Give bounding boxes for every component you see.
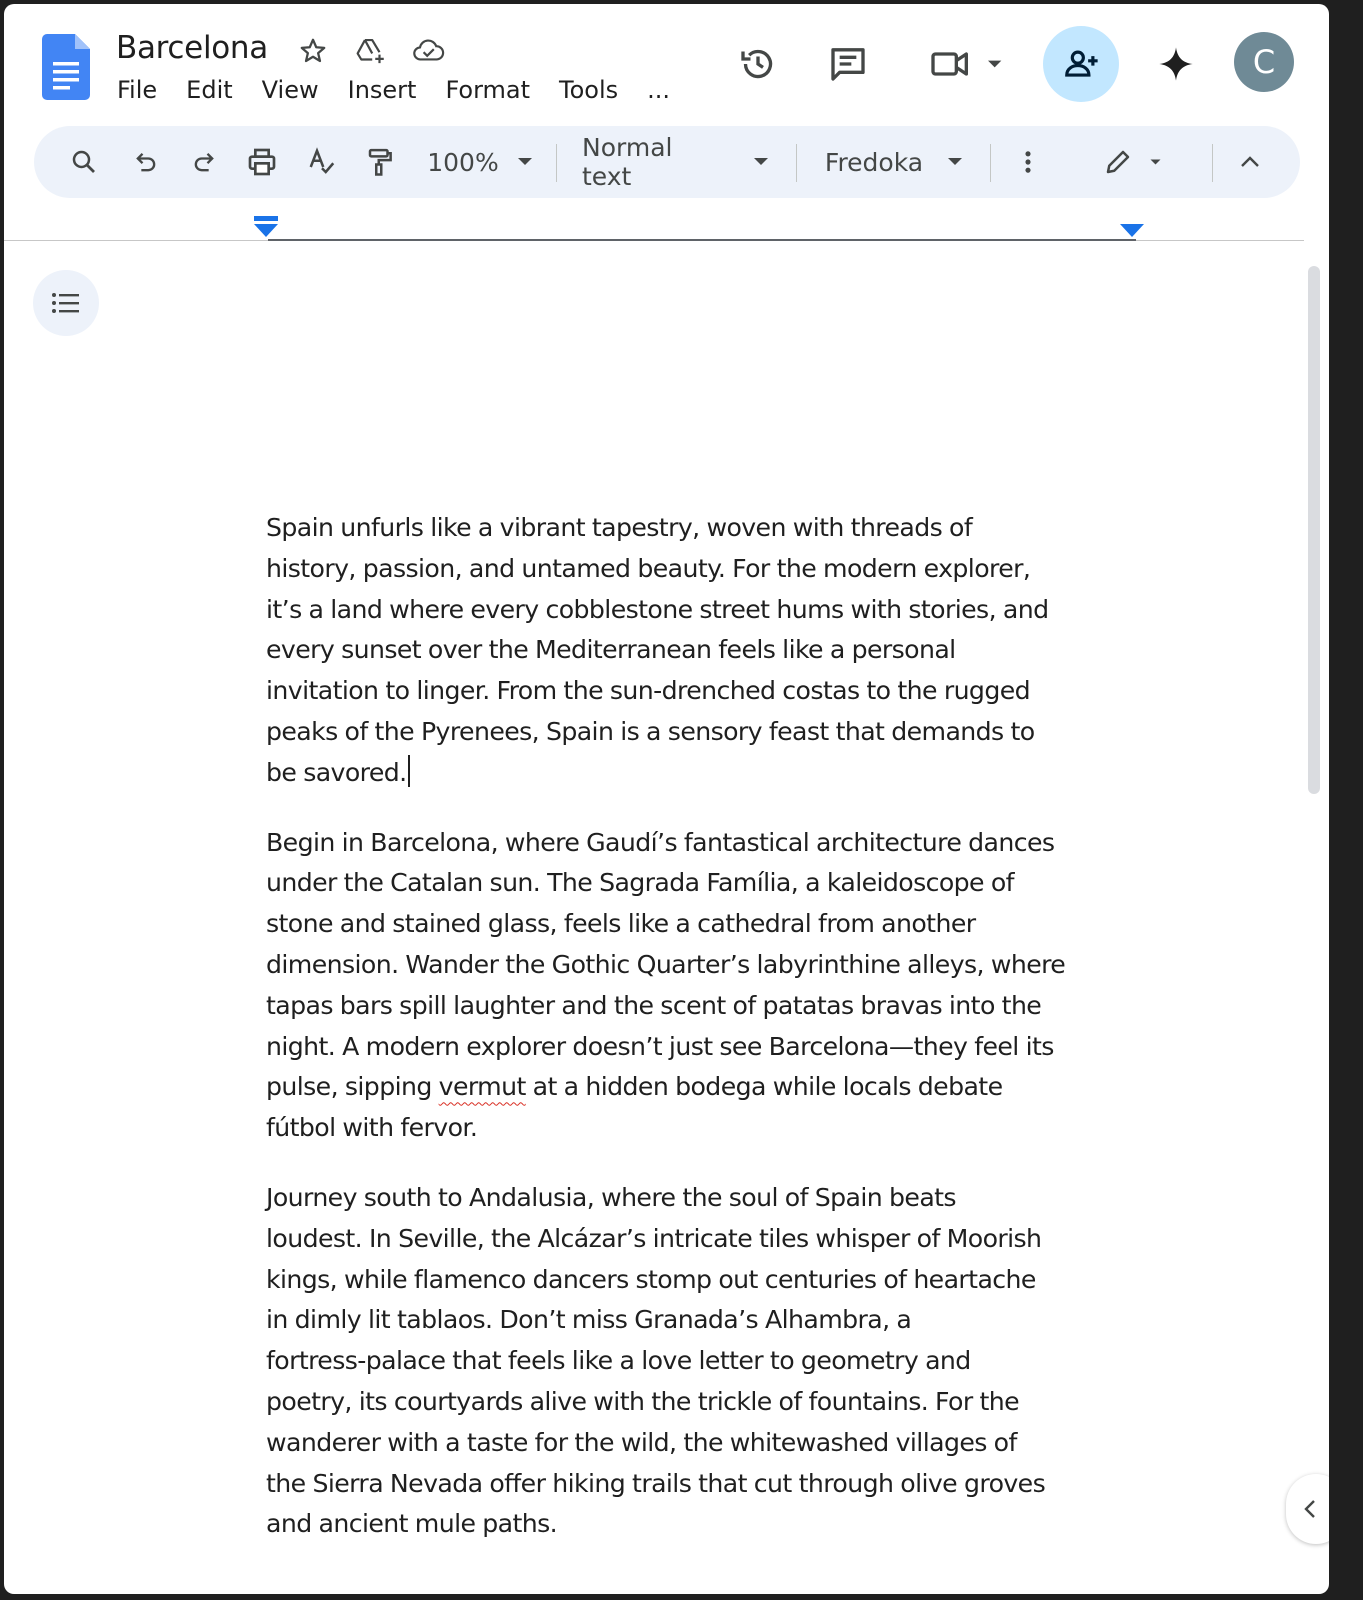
text-line: night. A modern explorer doesn’t just see Barcelona—they feel its xyxy=(266,1031,1054,1061)
text-line-with-spelling-error xyxy=(266,1067,1146,1108)
search-menus-icon[interactable] xyxy=(62,126,106,198)
menu-view[interactable]: View xyxy=(261,76,319,104)
text-line: it’s a land where every cobblestone street hums with stories, and xyxy=(266,594,1049,624)
menu-tools[interactable]: Tools xyxy=(559,76,619,104)
paint-format-icon[interactable] xyxy=(358,126,402,198)
toolbar-divider xyxy=(990,144,991,182)
text-line: Begin in Barcelona, where Gaudí’s fantastical architecture dances xyxy=(266,827,1055,857)
docs-window xyxy=(4,4,1329,1594)
menu-insert[interactable]: Insert xyxy=(347,76,417,104)
side-panel-toggle[interactable] xyxy=(1286,1474,1329,1544)
version-history-icon[interactable] xyxy=(736,42,780,86)
text-line: dimension. Wander the Gothic Quarter’s labyrinthine alleys, where xyxy=(266,949,1066,979)
document-body[interactable] xyxy=(266,508,1146,1574)
paragraph-1 xyxy=(266,508,1146,794)
undo-icon[interactable] xyxy=(124,126,168,198)
text-line: Journey south to Andalusia, where the soul of Spain beats xyxy=(266,1182,956,1212)
text-line: invitation to linger. From the sun-drenched costas to the rugged xyxy=(266,676,1030,706)
formatting-toolbar xyxy=(34,126,1300,198)
font-family-select[interactable]: Fredoka xyxy=(824,147,924,177)
document-title[interactable]: Barcelona xyxy=(116,30,268,66)
text-line: kings, while flamenco dancers stomp out centuries of heartache xyxy=(266,1264,1036,1294)
font-dropdown-chevron-icon[interactable] xyxy=(940,126,970,198)
text-cursor xyxy=(408,755,410,787)
right-indent-marker-icon[interactable] xyxy=(1120,224,1144,243)
more-options-icon[interactable] xyxy=(1006,126,1050,198)
paragraph-3 xyxy=(266,1178,1146,1545)
document-outline-button[interactable] xyxy=(33,270,99,336)
ruler-text-area xyxy=(268,239,1136,241)
text-line: and ancient mule paths. xyxy=(266,1509,558,1539)
vertical-scrollbar[interactable] xyxy=(1308,266,1320,794)
text-line: tapas bars spill laughter and the scent of patatas bravas into the xyxy=(266,990,1042,1020)
text-line: the Sierra Nevada offer hiking trails that cut through olive groves xyxy=(266,1468,1046,1498)
zoom-value[interactable]: 100% xyxy=(427,147,499,177)
header-actions xyxy=(4,22,1329,102)
menu-edit[interactable]: Edit xyxy=(186,76,233,104)
text-line: be savored. xyxy=(266,757,407,787)
text-line: in dimly lit tablaos. Don’t miss Granada’s Alhambra, a xyxy=(266,1305,912,1335)
gemini-sparkle-icon[interactable] xyxy=(1154,42,1198,86)
text-line: peaks of the Pyrenees, Spain is a sensory feast that demands to xyxy=(266,716,1035,746)
text-fragment: pulse, sipping xyxy=(266,1072,439,1102)
paragraph-2 xyxy=(266,823,1146,1149)
text-line-with-cursor xyxy=(266,753,1146,794)
style-dropdown-chevron-icon[interactable] xyxy=(746,126,776,198)
text-line: history, passion, and untamed beauty. For the modern explorer, xyxy=(266,553,1031,583)
chevron-left-icon xyxy=(1302,1498,1318,1520)
editing-mode-dropdown[interactable] xyxy=(1098,126,1178,198)
misspelled-word[interactable]: vermut xyxy=(438,1072,526,1102)
toolbar-divider xyxy=(796,144,797,182)
text-line: poetry, its courtyards alive with the trickle of fountains. For the xyxy=(266,1386,1020,1416)
text-line: loudest. In Seville, the Alcázar’s intricate tiles whisper of Moorish xyxy=(266,1223,1042,1253)
toolbar-divider xyxy=(1212,144,1213,182)
left-indent-marker-icon[interactable] xyxy=(254,216,278,243)
text-line: Spain unfurls like a vibrant tapestry, woven with threads of xyxy=(266,513,973,542)
menu-more[interactable]: ... xyxy=(647,76,671,104)
share-button[interactable] xyxy=(1043,26,1119,102)
paragraph-style-select[interactable]: Normal text xyxy=(582,133,673,191)
meet-call-dropdown[interactable] xyxy=(926,42,1010,86)
text-line: fortress-palace that feels like a love letter to geometry and xyxy=(266,1346,971,1376)
hide-menus-chevron-up-icon[interactable] xyxy=(1228,126,1272,198)
list-icon xyxy=(51,292,81,314)
print-icon[interactable] xyxy=(240,126,284,198)
menu-format[interactable]: Format xyxy=(445,76,531,104)
zoom-dropdown-chevron-icon[interactable] xyxy=(510,126,540,198)
text-line: stone and stained glass, feels like a cathedral from another xyxy=(266,909,976,939)
spelling-grammar-icon[interactable] xyxy=(300,126,344,198)
comments-icon[interactable] xyxy=(826,42,870,86)
text-line: wanderer with a taste for the wild, the whitewashed villages of xyxy=(266,1427,1017,1457)
menu-file[interactable]: File xyxy=(117,76,158,104)
text-fragment: at a hidden bodega while locals debate xyxy=(525,1072,1003,1102)
redo-icon[interactable] xyxy=(182,126,226,198)
toolbar-divider xyxy=(556,144,557,182)
account-avatar[interactable]: C xyxy=(1234,32,1294,92)
text-line: every sunset over the Mediterranean feels like a personal xyxy=(266,635,956,665)
text-line: under the Catalan sun. The Sagrada Família, a kaleidoscope of xyxy=(266,868,1014,898)
text-line: fútbol with fervor. xyxy=(266,1113,478,1143)
